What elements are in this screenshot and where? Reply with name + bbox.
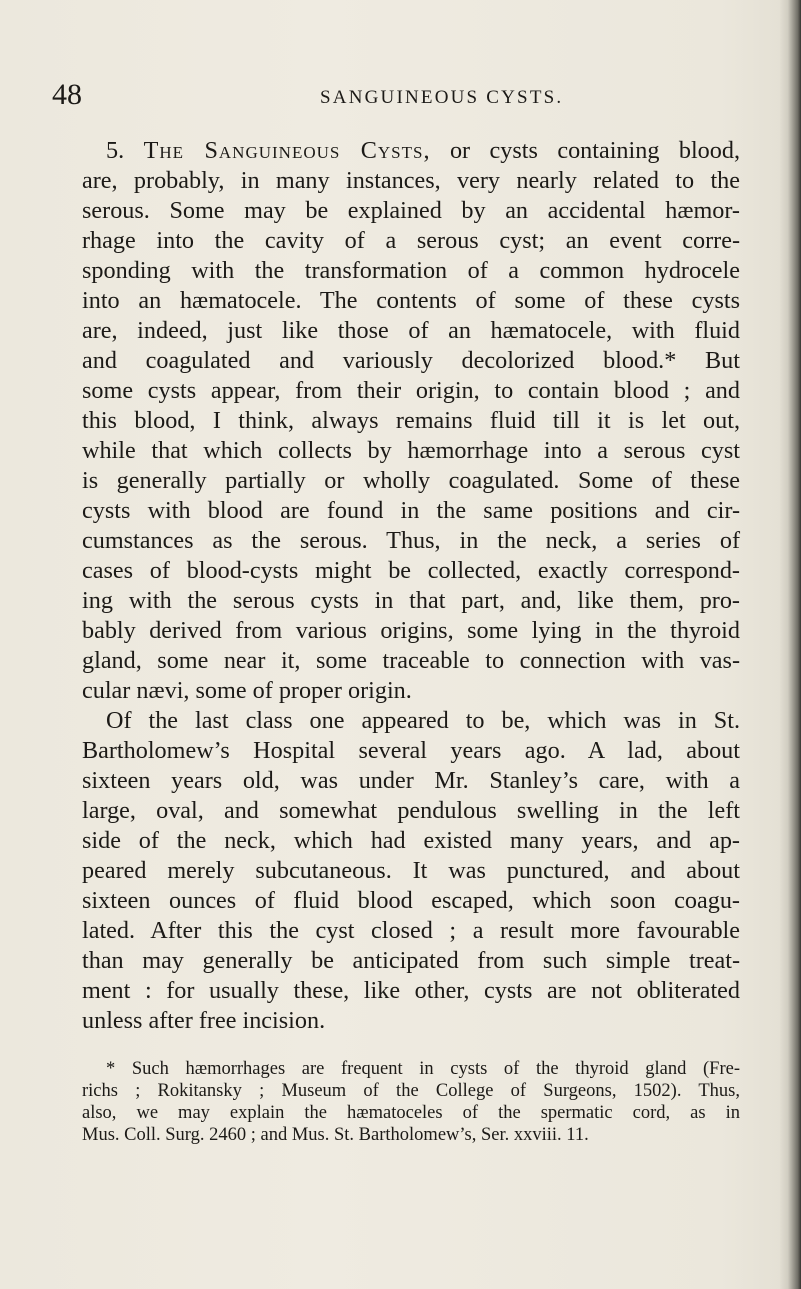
text-line: gland, some near it, some traceable to connection with vas- bbox=[82, 647, 740, 674]
section-number: 5. bbox=[106, 137, 125, 164]
text-line: cumstances as the serous. Thus, in the neck, a series of bbox=[82, 527, 740, 554]
text-line: while that which collects by hæmorrhage into a serous cyst bbox=[82, 437, 740, 464]
text-line: into an hæmatocele. The contents of some of these cysts bbox=[82, 287, 740, 314]
text-line: cases of blood-cysts might be collected, exactly correspond- bbox=[82, 557, 740, 584]
text-line: side of the neck, which had existed many years, and ap- bbox=[82, 827, 740, 854]
text-line: this blood, I think, always remains fluid till it is let out, bbox=[82, 407, 740, 434]
text-line: some cysts appear, from their origin, to contain blood ; and bbox=[82, 377, 740, 404]
text-line: large, oval, and somewhat pendulous swelling in the left bbox=[82, 797, 740, 824]
text-line: and coagulated and variously decolorized blood.* But bbox=[82, 347, 740, 374]
text-line: sixteen ounces of fluid blood escaped, which soon coagu- bbox=[82, 887, 740, 914]
text-line: Bartholomew’s Hospital several years ago. A lad, about bbox=[82, 737, 740, 764]
running-head: SANGUINEOUS CYSTS. bbox=[320, 87, 564, 108]
section-heading: The Sanguineous Cysts, bbox=[143, 137, 431, 164]
text-line: ment : for usually these, like other, cysts are not obliterated bbox=[82, 977, 740, 1004]
footnote-line: Mus. Coll. Surg. 2460 ; and Mus. St. Bartholomew’s, Ser. xxviii. 11. bbox=[82, 1125, 589, 1145]
footnote-line: richs ; Rokitansky ; Museum of the College of Surgeons, 1502). Thus, bbox=[82, 1081, 740, 1101]
text-line: sponding with the transformation of a common hydrocele bbox=[82, 257, 740, 284]
text-line: are, indeed, just like those of an hæmatocele, with fluid bbox=[82, 317, 740, 344]
text-line: sixteen years old, was under Mr. Stanley’s care, with a bbox=[82, 767, 740, 794]
text-line: ing with the serous cysts in that part, and, like them, pro- bbox=[82, 587, 740, 614]
page-number: 48 bbox=[52, 78, 82, 111]
text-line: rhage into the cavity of a serous cyst; an event corre- bbox=[82, 227, 740, 254]
text-line: lated. After this the cyst closed ; a result more favourable bbox=[82, 917, 740, 944]
text-line: cysts with blood are found in the same positions and cir- bbox=[82, 497, 740, 524]
text-line: serous. Some may be explained by an accidental hæmor- bbox=[82, 197, 740, 224]
text-line: are, probably, in many instances, very nearly related to the bbox=[82, 167, 740, 194]
text-line: cular nævi, some of proper origin. bbox=[82, 677, 412, 704]
page-header bbox=[0, 78, 801, 118]
text-line: peared merely subcutaneous. It was punctured, and about bbox=[82, 857, 740, 884]
text-line: bably derived from various origins, some lying in the thyroid bbox=[82, 617, 740, 644]
text-line: Of the last class one appeared to be, which was in St. bbox=[106, 707, 740, 734]
text-line: 5. The Sanguineous Cysts, or cysts containing blood, bbox=[106, 137, 741, 164]
text-line: than may generally be anticipated from such simple treat- bbox=[82, 947, 740, 974]
text-line: unless after free incision. bbox=[82, 1007, 326, 1034]
page-edge-shadow bbox=[779, 0, 801, 1289]
footnote-line: also, we may explain the hæmatoceles of the spermatic cord, as in bbox=[82, 1103, 740, 1123]
text-line: is generally partially or wholly coagulated. Some of these bbox=[82, 467, 740, 494]
footnote-line: * Such hæmorrhages are frequent in cysts of the thyroid gland (Fre- bbox=[106, 1059, 740, 1079]
